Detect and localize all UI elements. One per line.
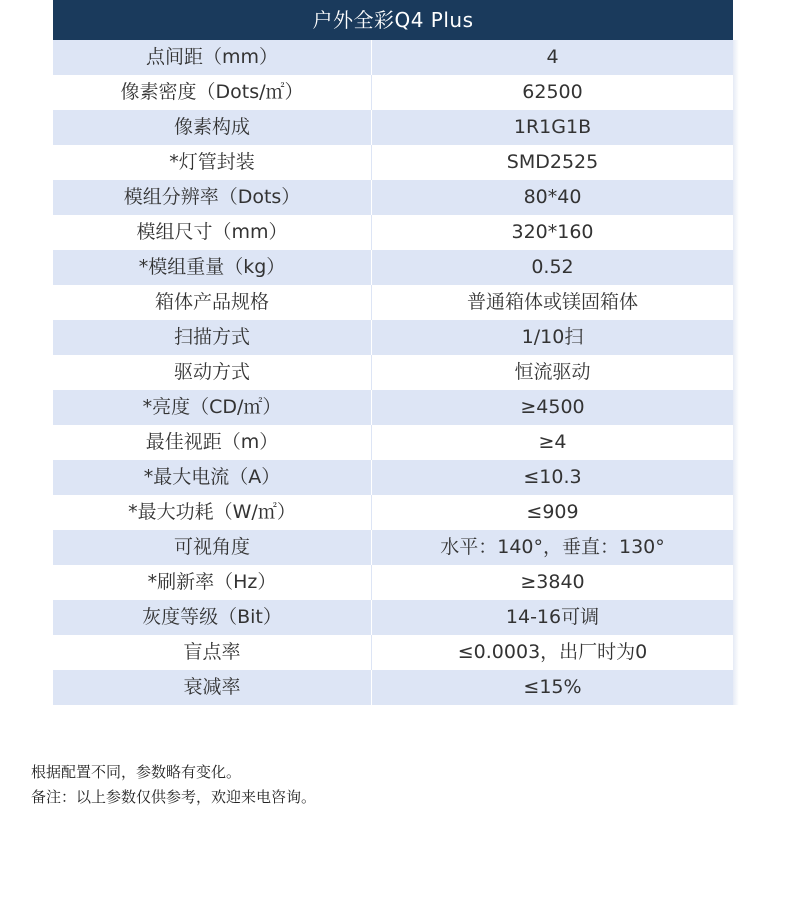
spec-label: *亮度（CD/㎡）: [53, 390, 372, 425]
table-row: [53, 600, 733, 635]
note-reference-only: 备注：以上参数仅供参考，欢迎来电咨询。: [31, 788, 317, 806]
spec-label: 驱动方式: [53, 355, 372, 390]
table-row: [53, 635, 733, 670]
spec-value: 62500: [522, 81, 583, 103]
table-shadow: [733, 40, 739, 705]
spec-label: *最大功耗（W/㎡）: [53, 495, 372, 530]
table-title: 户外全彩Q4 Plus: [53, 0, 733, 40]
table-row: [53, 285, 733, 320]
spec-value: ≤909: [526, 501, 579, 523]
spec-value: ≥4: [538, 431, 567, 453]
table-row: [53, 40, 733, 75]
spec-label: 扫描方式: [53, 320, 372, 355]
spec-rows: [53, 40, 733, 705]
spec-label: *最大电流（A）: [53, 460, 372, 495]
spec-value: 0.52: [531, 256, 574, 278]
spec-label: 衰减率: [53, 670, 372, 705]
table-row: [53, 75, 733, 110]
spec-label: 像素构成: [53, 110, 372, 145]
table-row: [53, 565, 733, 600]
spec-label: 可视角度: [53, 530, 372, 565]
table-row: [53, 180, 733, 215]
spec-value: 320*160: [511, 221, 594, 243]
spec-label: *刷新率（Hz）: [53, 565, 372, 600]
spec-label: 模组尺寸（mm）: [53, 215, 372, 250]
table-row: [53, 110, 733, 145]
spec-label: *模组重量（kg）: [53, 250, 372, 285]
table-row: [53, 670, 733, 705]
spec-value: SMD2525: [506, 151, 599, 173]
table-row: [53, 390, 733, 425]
spec-value: ≥4500: [520, 396, 585, 418]
table-row: [53, 530, 733, 565]
notes: [31, 760, 316, 810]
spec-value: 1R1G1B: [513, 116, 592, 138]
table-row: [53, 320, 733, 355]
spec-value: ≤15%: [523, 676, 582, 698]
spec-value: ≥3840: [520, 571, 585, 593]
spec-value: 14-16可调: [505, 606, 600, 628]
table-row: [53, 215, 733, 250]
spec-value: 4: [546, 46, 559, 68]
spec-value: 80*40: [523, 186, 582, 208]
spec-value: ≤0.0003，出厂时为0: [457, 641, 648, 663]
spec-label: 像素密度（Dots/㎡）: [53, 75, 372, 110]
table-row: [53, 250, 733, 285]
spec-label: 盲点率: [53, 635, 372, 670]
spec-value: ≤10.3: [523, 466, 582, 488]
table-row: [53, 355, 733, 390]
table-row: [53, 460, 733, 495]
spec-value: 普通箱体或镁固箱体: [466, 291, 638, 313]
spec-label: 模组分辨率（Dots）: [53, 180, 372, 215]
spec-label: 箱体产品规格: [53, 285, 372, 320]
spec-value: 1/10扫: [521, 326, 584, 348]
spec-label: *灯管封装: [53, 145, 372, 180]
spec-label: 灰度等级（Bit）: [53, 600, 372, 635]
spec-value: 水平：140°，垂直：130°: [440, 536, 665, 558]
spec-label: 点间距（mm）: [53, 40, 372, 75]
spec-value: 恒流驱动: [514, 361, 591, 383]
table-row: [53, 145, 733, 180]
table-row: [53, 425, 733, 460]
table-row: [53, 495, 733, 530]
note-config-varies: 根据配置不同，参数略有变化。: [31, 763, 242, 781]
spec-label: 最佳视距（m）: [53, 425, 372, 460]
spec-table: [53, 0, 733, 705]
